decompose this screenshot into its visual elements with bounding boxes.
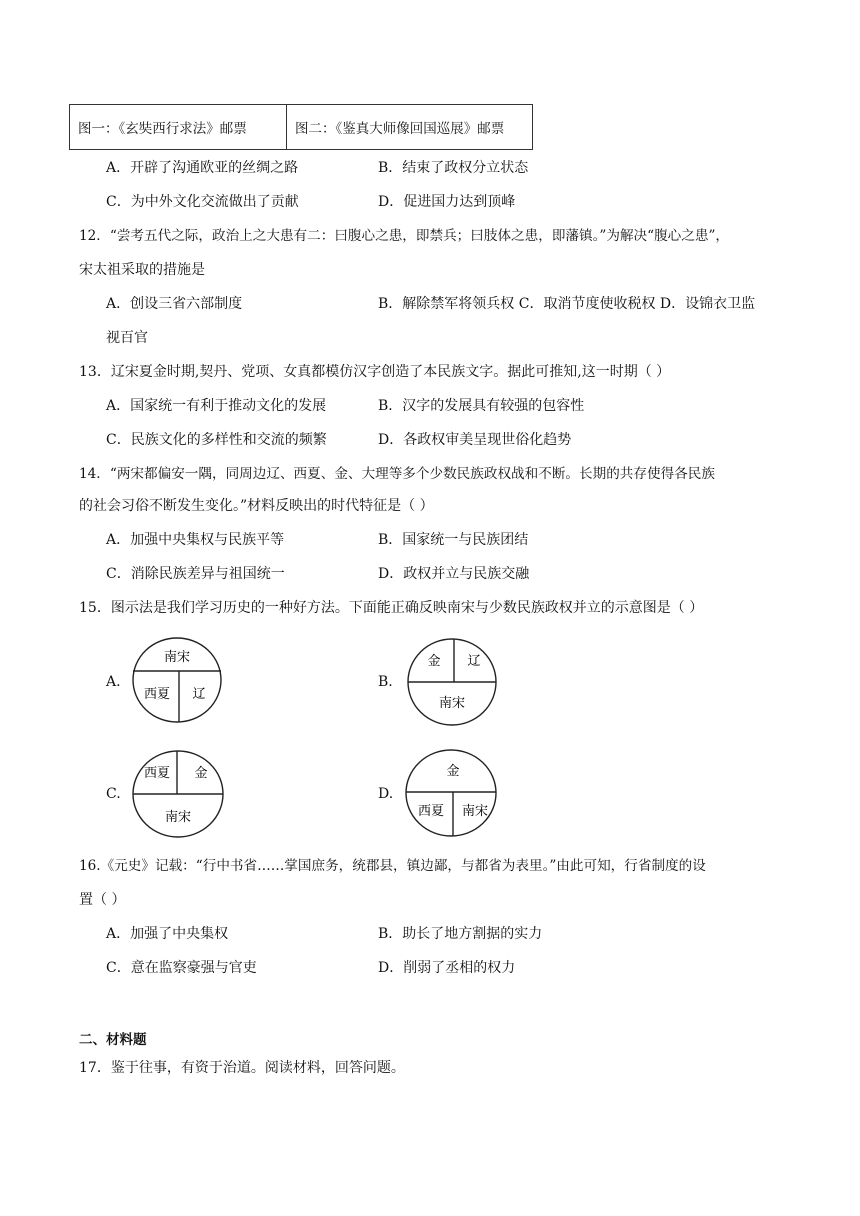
q15-label-a: A.: [106, 674, 121, 690]
q16-option-c: C．意在监察豪强与官吏: [106, 960, 257, 976]
q12-options-bcd: B．解除禁军将领兵权 C．取消节度使收税权 D．设锦衣卫监: [378, 296, 756, 312]
q14-option-b: B．国家统一与民族团结: [378, 532, 529, 548]
q11-option-c: C．为中外文化交流做出了贡献: [106, 194, 299, 210]
diagram-b-top-left-label: 金: [427, 654, 441, 669]
diagram-b-top-right-label: 辽: [467, 654, 481, 669]
q15-diagram-b: [406, 637, 498, 731]
q12-stem-line1: 12．“尝考五代之际，政治上之大患有二：曰腹心之患，即禁兵；曰肢体之患，即藩镇。”为解决“腹心之患”，: [79, 228, 730, 244]
diagram-c-top-left-label: 西夏: [143, 766, 171, 781]
diagram-c-bottom-label: 南宋: [164, 810, 192, 825]
q13-option-d: D．各政权审美呈现世俗化趋势: [378, 432, 572, 448]
q15-label-b: B.: [378, 674, 393, 690]
diagram-b-bottom-label: 南宋: [438, 696, 466, 711]
q15-diagram-a: [131, 636, 223, 728]
q14-stem-line1: 14．“两宋都偏安一隅，同周边辽、西夏、金、大理等多个少数民族政权战和不断。长期的共存使得各民族: [79, 466, 715, 482]
q14-option-c: C．消除民族差异与祖国统一: [106, 566, 285, 582]
q15-label-d: D.: [378, 786, 394, 802]
q14-stem-line2: 的社会习俗不断发生变化。”材料反映出的时代特征是（ ）: [79, 498, 434, 514]
q16-stem-line2: 置（ ）: [79, 892, 126, 908]
figure-table: [69, 104, 533, 150]
q16-option-d: D．削弱了丞相的权力: [378, 960, 516, 976]
q12-option-a: A．创设三省六部制度: [106, 296, 243, 312]
figure-table-cell-1: 图一：《玄奘西行求法》邮票: [70, 105, 287, 149]
section-2-title: 二、材料题: [79, 1032, 147, 1048]
diagram-a-bottom-right-label: 辽: [192, 687, 206, 702]
diagram-d-top-label: 金: [446, 764, 460, 779]
q15-stem: 15．图示法是我们学习历史的一种好方法。下面能正确反映南宋与少数民族政权并立的示意图是（ ）: [79, 600, 704, 616]
q13-option-a: A．国家统一有利于推动文化的发展: [106, 398, 327, 414]
q15-diagram-c: [131, 749, 225, 843]
q14-option-d: D．政权并立与民族交融: [378, 566, 530, 582]
q11-option-d: D．促进国力达到顶峰: [378, 194, 516, 210]
q11-option-a: A．开辟了沟通欧亚的丝绸之路: [106, 160, 299, 176]
q15-diagram-d: [403, 748, 497, 842]
q13-stem: 13．辽宋夏金时期,契丹、党项、女真都模仿汉字创造了本民族文字。据此可推知,这一时期（ ）: [79, 364, 671, 380]
q12-stem-line2: 宋太祖采取的措施是: [79, 262, 205, 278]
q16-stem-line1: 16.《元史》记载：“行中书省……掌国庶务，统郡县，镇边鄙，与都省为表里。”由此可知，行省制度的设: [79, 858, 706, 874]
diagram-c-top-right-label: 金: [194, 766, 208, 781]
q16-option-a: A．加强了中央集权: [106, 926, 229, 942]
diagram-d-bottom-right-label: 南宋: [461, 804, 489, 819]
q13-option-b: B．汉字的发展具有较强的包容性: [378, 398, 585, 414]
q11-option-b: B．结束了政权分立状态: [378, 160, 529, 176]
diagram-d-bottom-left-label: 西夏: [417, 804, 445, 819]
diagram-a-bottom-left-label: 西夏: [143, 687, 171, 702]
diagram-a-top-label: 南宋: [163, 650, 191, 665]
figure-table-cell-2: 图二：《鉴真大师像回国巡展》邮票: [295, 121, 505, 137]
q16-option-b: B．助长了地方割据的实力: [378, 926, 543, 942]
q15-label-c: C.: [106, 786, 121, 802]
q12-option-d-continued: 视百官: [106, 330, 148, 346]
q17-stem: 17．鉴于往事，有资于治道。阅读材料，回答问题。: [79, 1060, 405, 1076]
q13-option-c: C．民族文化的多样性和交流的频繁: [106, 432, 327, 448]
q14-option-a: A．加强中央集权与民族平等: [106, 532, 285, 548]
